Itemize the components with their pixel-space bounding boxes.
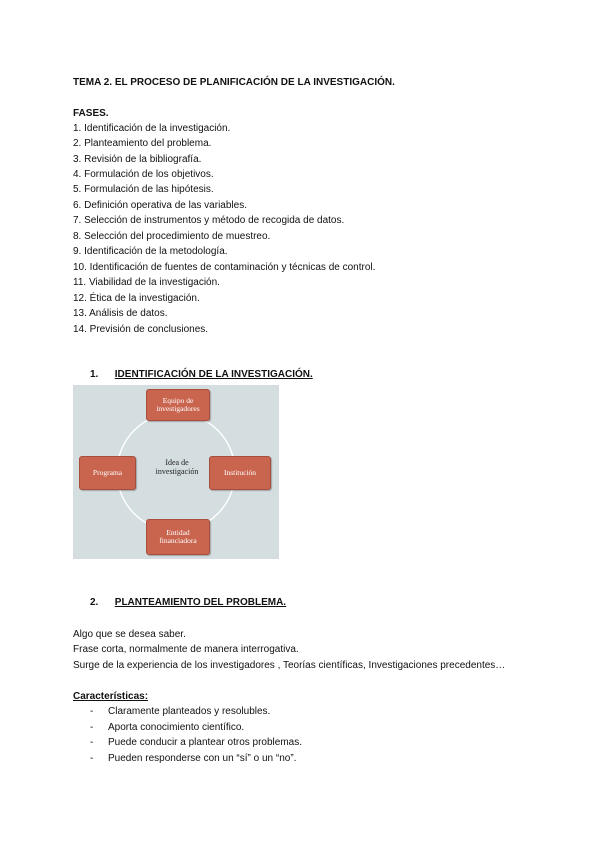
phase-item: 9. Identificación de la metodología. [73,246,228,257]
phase-item: 11. Viabilidad de la investigación. [73,277,220,288]
characteristic-item: Puede conducir a plantear otros problemas. [108,737,303,748]
section2-number: 2. [90,597,99,608]
phase-item: 5. Formulación de las hipótesis. [73,184,214,195]
bullet-dash: - [90,706,94,717]
characteristic-item: Claramente planteados y resolubles. [108,706,271,717]
phase-item: 2. Planteamiento del problema. [73,138,212,149]
phase-item: 3. Revisión de la bibliografía. [73,154,202,165]
phase-item: 6. Definición operativa de las variables. [73,200,247,211]
diagram-center-label: Idea de investigación [155,458,199,476]
phase-item: 4. Formulación de los objetivos. [73,169,214,180]
bullet-dash: - [90,722,94,733]
diagram-node-right: Institución [209,456,271,490]
characteristic-item: Pueden responderse con un “sí” o un “no”. [108,753,297,764]
phase-item: 1. Identificación de la investigación. [73,123,231,134]
problem-paragraph: Algo que se desea saber. [73,629,186,640]
section1-title: IDENTIFICACIÓN DE LA INVESTIGACIÓN. [114,369,313,380]
problem-paragraph: Surge de la experiencia de los investigadores , Teorías científicas, Investigaciones precedentes… [73,660,506,671]
research-identification-diagram [73,385,279,559]
diagram-node-bottom: Entidad financiadora [146,519,210,555]
problem-paragraph: Frase corta, normalmente de manera interrogativa. [73,644,299,655]
characteristics-heading: Características: [73,691,149,702]
phase-item: 12. Ética de la investigación. [73,293,200,304]
section2-title: PLANTEAMIENTO DEL PROBLEMA. [114,597,287,608]
bullet-dash: - [90,753,94,764]
diagram-node-left: Programa [79,456,136,490]
phase-item: 10. Identificación de fuentes de contaminación y técnicas de control. [73,262,376,273]
diagram-node-top: Equipo de investigadores [146,389,210,421]
section1-heading [90,369,313,381]
phase-item: 7. Selección de instrumentos y método de recogida de datos. [73,215,345,226]
phases-heading: FASES. [73,108,109,119]
section1-number: 1. [90,369,99,380]
document-title: TEMA 2. EL PROCESO DE PLANIFICACIÓN DE LA INVESTIGACIÓN. [73,77,395,88]
characteristic-item: Aporta conocimiento científico. [108,722,245,733]
phase-item: 8. Selección del procedimiento de muestreo. [73,231,271,242]
section2-heading [90,597,286,609]
phase-item: 14. Previsión de conclusiones. [73,324,209,335]
bullet-dash: - [90,737,94,748]
phase-item: 13. Análisis de datos. [73,308,168,319]
